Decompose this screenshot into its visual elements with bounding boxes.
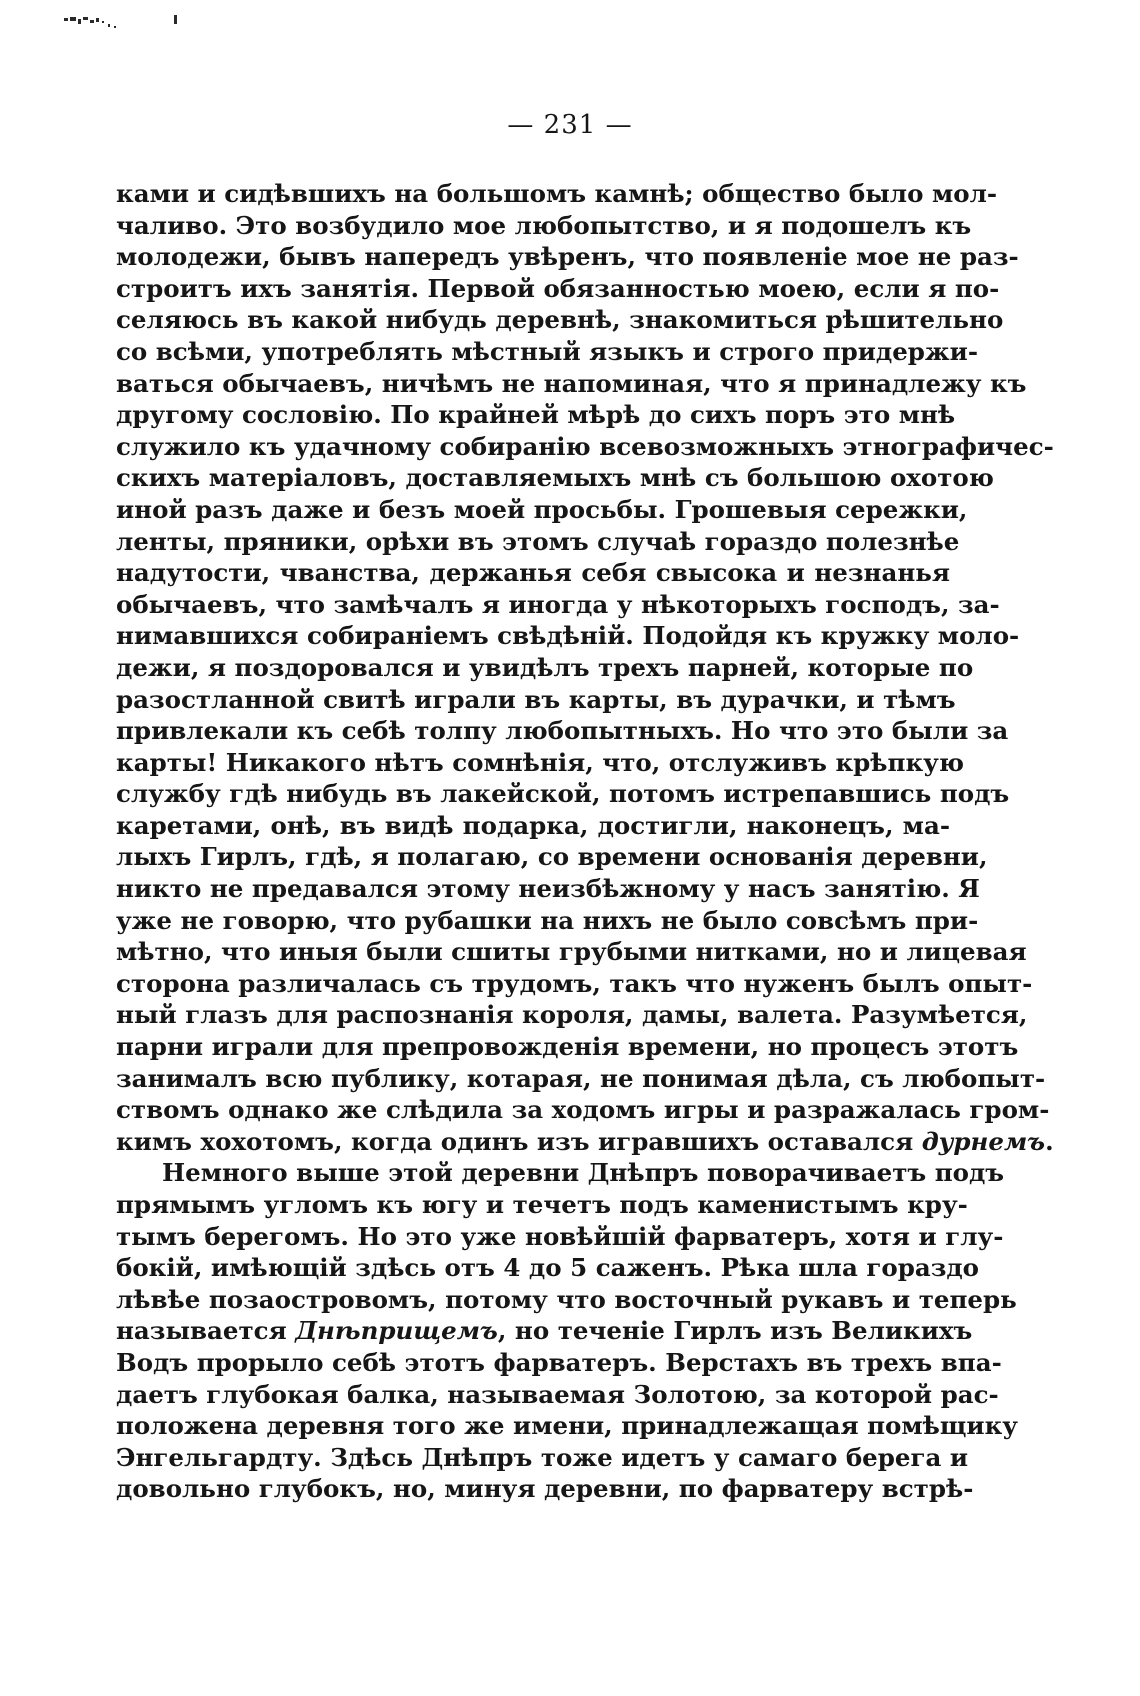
text-line: нимавшихся собираніемъ свѣдѣній. Подойдя къ кружку моло- [116,621,1020,651]
text-line: тымъ берегомъ. Но это уже новѣйшій фарватеръ, хотя и глу- [116,1221,1004,1251]
text-line: строитъ ихъ занятія. Первой обязанностью моею, если я по- [116,273,1000,303]
text-line: со всѣми, употреблять мѣстный языкъ и строго придержи- [116,336,979,366]
text-line: служило къ удачному собиранію всевозможныхъ этнографичес- [116,431,1054,461]
text-line: молодежи, бывъ напередъ увѣренъ, что появленіе мое не раз- [116,242,1019,272]
text-line: разостланной свитѣ играли въ карты, въ дурачки, и тѣмъ [116,684,956,714]
text-line: каретами, онѣ, въ видѣ подарка, достигли, наконецъ, ма- [116,810,950,840]
body-text [116,178,1054,1505]
page-number: — 231 — [507,110,633,140]
text-line: дежи, я поздоровался и увидѣлъ трехъ парней, которые по [116,652,974,682]
text-line: чаливо. Это возбудило мое любопытство, и я подошелъ къ [116,210,972,240]
text-line: ствомъ однако же слѣдила за ходомъ игры и разражалась гром- [116,1095,1050,1125]
text-line: службу гдѣ нибудь въ лакейской, потомъ истрепавшись подъ [116,779,1010,809]
text-line: парни играли для препровожденія времени, но процесъ этотъ [116,1032,1019,1062]
text-line: даетъ глубокая балка, называемая Золотою, за которой рас- [116,1379,999,1409]
italic-word: Днѣприщемъ [295,1316,498,1346]
text-line: Водъ прорыло себѣ этотъ фарватеръ. Верстахъ въ трехъ впа- [116,1347,1002,1377]
paragraph-first-line: Немного выше этой деревни Днѣпръ поворачиваетъ подъ [162,1158,1005,1188]
text-line [116,1315,973,1347]
text-line: Энгельгардту. Здѣсь Днѣпръ тоже идетъ у самаго берега и [116,1442,969,1472]
text-line: другому сословію. По крайней мѣрѣ до сихъ поръ это мнѣ [116,400,956,430]
text-line: ками и сидѣвшихъ на большомъ камнѣ; общество было мол- [116,179,998,208]
text-line: мѣтно, что иныя были сшиты грубыми нитками, но и лицевая [116,937,1027,967]
text-line [116,1126,1054,1158]
text-line: ваться обычаевъ, ничѣмъ не напоминая, что я принадлежу къ [116,368,1027,398]
text-line: лѣвѣе позаостровомъ, потому что восточный рукавъ и теперь [116,1284,1017,1314]
text-line: уже не говорю, что рубашки на нихъ не было совсѣмъ при- [116,905,979,935]
text-segment: , но теченіе Гирлъ изъ Великихъ [497,1316,973,1346]
text-line: ный глазъ для распознанія короля, дамы, валета. Разумѣется, [116,1000,1028,1030]
text-line: скихъ матеріаловъ, доставляемыхъ мнѣ съ большою охотою [116,463,994,493]
text-segment: называется [116,1316,296,1346]
text-line: занималъ всю публику, котарая, не понимая дѣла, съ любопыт- [116,1063,1046,1093]
text-line: довольно глубокъ, но, минуя деревни, по фарватеру встрѣ- [116,1474,974,1504]
text-segment: кимъ хохотомъ, когда одинъ изъ игравшихъ оставался [116,1126,922,1156]
text-line: селяюсь въ какой нибудь деревнѣ, знакомиться рѣшительно [116,305,1004,335]
text-line: никто не предавался этому неизбѣжному у насъ занятію. Я [116,874,980,904]
text-line: лыхъ Гирлъ, гдѣ, я полагаю, со времени основанія деревни, [116,842,988,872]
text-line: карты! Никакого нѣтъ сомнѣнія, что, отслуживъ крѣпкую [116,747,964,777]
text-line: надутости, чванства, держанья себя свысока и незнанья [116,558,950,588]
italic-word: дурнемъ [921,1126,1046,1156]
text-line: сторона различалась съ трудомъ, такъ что нуженъ былъ опыт- [116,968,1033,998]
text-line: бокій, имѣющій здѣсь отъ 4 до 5 саженъ. Рѣка шла гораздо [116,1253,980,1283]
text-line: прямымъ угломъ къ югу и течетъ подъ каменистымъ кру- [116,1190,968,1219]
text-line: привлекали къ себѣ толпу любопытныхъ. Но что это были за [116,716,1009,746]
text-line: обычаевъ, что замѣчалъ я иногда у нѣкоторыхъ господъ, за- [116,589,1000,619]
text-line: ленты, пряники, орѣхи въ этомъ случаѣ гораздо полезнѣе [116,526,960,556]
scan-artifact-marks [62,12,192,42]
text-segment: . [1045,1126,1054,1156]
text-line: иной разъ даже и безъ моей просьбы. Грошевыя сережки, [116,494,968,524]
text-line: положена деревня того же имени, принадлежащая помѣщику [116,1411,1018,1441]
